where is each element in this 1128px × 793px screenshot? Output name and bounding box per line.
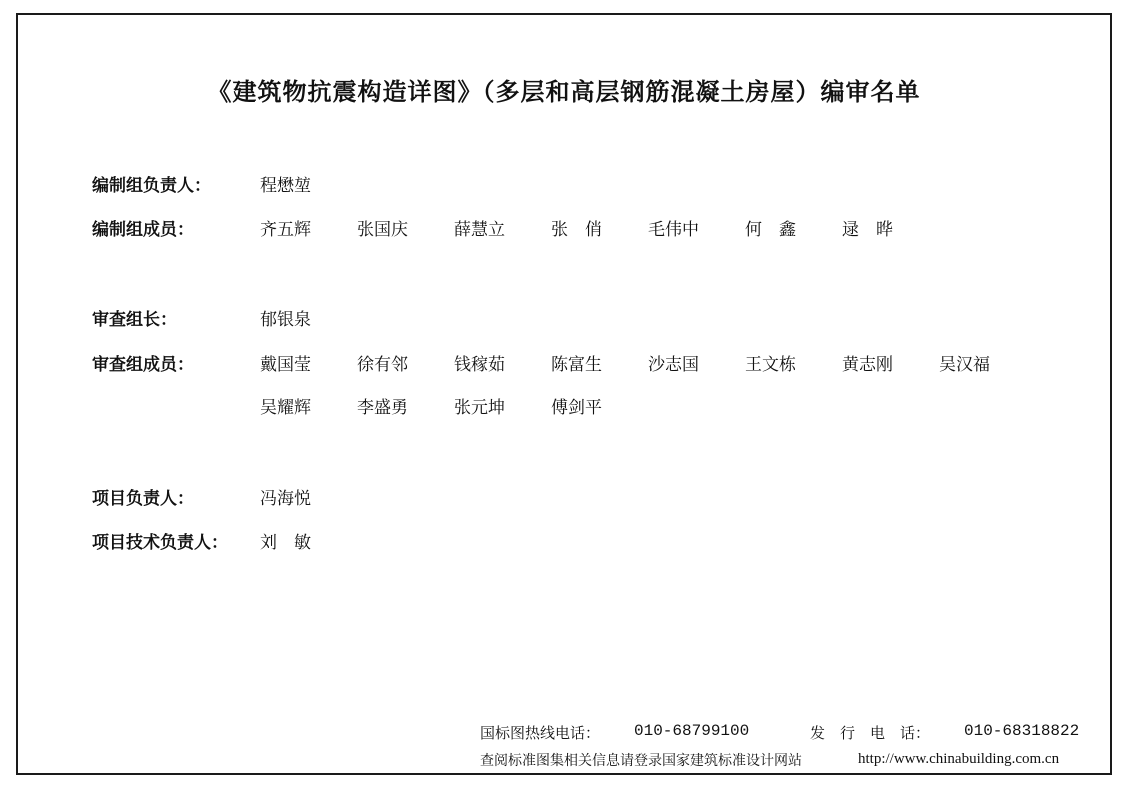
review-member-name: 吴耀辉	[260, 398, 311, 418]
hotline-number: 010-68799100	[634, 722, 750, 740]
compile-member-name: 张国庆	[357, 220, 408, 240]
review-member-name: 傅剑平	[551, 398, 602, 418]
review-member-name: 戴国莹	[260, 355, 311, 375]
website-link[interactable]: http://www.chinabuilding.com.cn	[858, 751, 1060, 767]
project-tech-lead-name: 刘 敏	[260, 533, 311, 553]
review-member-name: 沙志国	[648, 355, 699, 375]
review-lead-name: 郁银泉	[260, 310, 311, 330]
project-tech-lead-label: 项目技术负责人：	[92, 533, 228, 553]
project-lead-name: 冯海悦	[260, 489, 311, 509]
compile-lead-label: 编制组负责人：	[92, 176, 211, 196]
review-member-name: 钱稼茹	[454, 355, 505, 375]
hotline-label: 国标图热线电话：	[480, 724, 601, 742]
review-member-name: 王文栋	[745, 355, 796, 375]
review-member-name: 李盛勇	[357, 398, 408, 418]
review-lead-label: 审查组长：	[92, 310, 177, 330]
review-member-name: 徐有邻	[357, 355, 408, 375]
compile-member-name: 齐五辉	[260, 220, 311, 240]
review-member-name: 黄志刚	[842, 355, 893, 375]
compile-member-name: 逯 晔	[842, 220, 893, 240]
info-text: 查阅标准图集相关信息请登录国家建筑标准设计网站	[480, 753, 802, 769]
sales-phone-label: 发 行 电 话：	[810, 724, 931, 742]
review-member-name: 吴汉福	[939, 355, 990, 375]
compile-members-label: 编制组成员：	[92, 220, 194, 240]
review-member-name: 张元坤	[454, 398, 505, 418]
project-lead-label: 项目负责人：	[92, 489, 194, 509]
compile-member-name: 张 俏	[551, 220, 602, 240]
compile-member-name: 何 鑫	[745, 220, 796, 240]
page-title: 《建筑物抗震构造详图》（多层和高层钢筋混凝土房屋）编审名单	[207, 78, 921, 106]
sales-phone-number: 010-68318822	[964, 722, 1080, 740]
compile-lead-name: 程懋堃	[260, 176, 311, 196]
compile-member-name: 毛伟中	[648, 220, 699, 240]
compile-member-name: 薛慧立	[454, 220, 505, 240]
review-members-label: 审查组成员：	[92, 355, 194, 375]
review-member-name: 陈富生	[551, 355, 602, 375]
